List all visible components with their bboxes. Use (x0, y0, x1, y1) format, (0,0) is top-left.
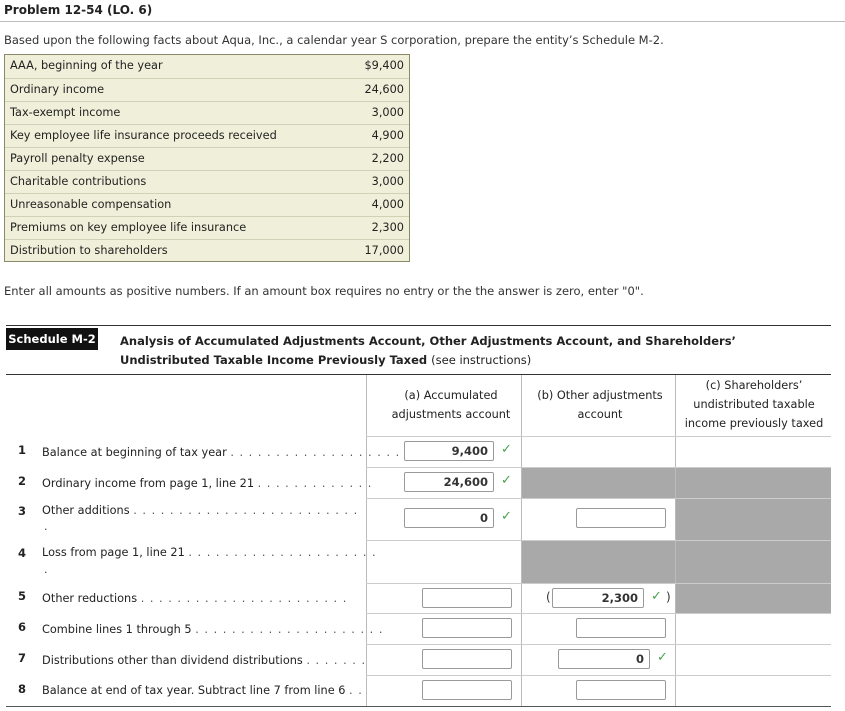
shaded-cell (522, 541, 675, 583)
facts-table (4, 54, 410, 262)
entry-instructions: Enter all amounts as positive numbers. If an amount box requires no entry or the the answer is zero, enter "0". (4, 284, 644, 298)
fact-row (5, 147, 409, 170)
line5-other-adj-input[interactable]: 2,300 (552, 588, 644, 608)
fact-amount: 17,000 (364, 244, 404, 257)
schedule-bottom-rule (6, 706, 831, 707)
fact-row (5, 78, 409, 101)
line-text: Balance at end of tax year. Subtract line 7 from line 6 (42, 684, 346, 697)
leader-dots: . . . . . . . . . . . . . (257, 477, 373, 490)
fact-amount: $9,400 (364, 59, 404, 72)
fact-amount: 24,600 (364, 83, 404, 96)
fact-row (5, 239, 409, 262)
fact-row (5, 55, 409, 78)
line7-other-adj-input[interactable]: 0 (558, 649, 650, 669)
line-label (42, 504, 364, 517)
leader-dots: . . . . . . . . . . . . . . . . . . . . . . . . . (133, 504, 359, 517)
problem-title: Problem 12-54 (LO. 6) (4, 3, 153, 17)
schedule-badge: Schedule M-2 (6, 328, 98, 350)
line-label (42, 684, 364, 697)
leader-dots: . . . . . . . (306, 654, 367, 667)
fact-row (5, 193, 409, 216)
line-label (42, 592, 364, 605)
problem-intro: Based upon the following facts about Aqua, Inc., a calendar year S corporation, prepare the entity’s Schedule M-2. (4, 33, 664, 47)
line-text: Loss from page 1, line 21 (42, 546, 185, 559)
fact-amount: 3,000 (371, 106, 404, 119)
check-icon: ✓ (657, 650, 668, 665)
schedule-title (120, 332, 760, 370)
fact-amount: 3,000 (371, 175, 404, 188)
fact-label: Premiums on key employee life insurance (10, 221, 247, 234)
grid-line (366, 675, 831, 676)
fact-label: Payroll penalty expense (10, 152, 145, 165)
fact-row (5, 170, 409, 193)
line-text: Combine lines 1 through 5 (42, 623, 192, 636)
fact-label: Tax-exempt income (10, 106, 121, 119)
line-label (42, 477, 373, 490)
check-icon: ✓ (501, 509, 512, 524)
line3-aaa-input[interactable]: 0 (404, 508, 494, 528)
line-number: 4 (18, 546, 27, 560)
line8-aaa-input[interactable] (422, 680, 512, 700)
grid-line (366, 436, 831, 437)
fact-label: Distribution to shareholders (10, 244, 168, 257)
line8-other-adj-input[interactable] (576, 680, 666, 700)
fact-amount: 2,200 (371, 152, 404, 165)
check-icon: ✓ (651, 589, 662, 604)
line1-aaa-input[interactable]: 9,400 (404, 441, 494, 461)
top-divider (0, 21, 845, 22)
line-text: Balance at beginning of tax year (42, 446, 227, 459)
line-number: 6 (18, 620, 27, 634)
line-text: Other reductions (42, 592, 138, 605)
sub-dot: . (44, 520, 48, 533)
leader-dots: . . . . . . . . . . . . . . . . . . . . . . . (140, 592, 348, 605)
leader-dots: . . (349, 684, 363, 697)
line-text: Ordinary income from page 1, line 21 (42, 477, 255, 490)
fact-amount: 4,000 (371, 198, 404, 211)
grid-line (366, 583, 831, 584)
line-label (42, 654, 367, 667)
line3-other-adj-input[interactable] (576, 508, 666, 528)
close-paren: ) (666, 590, 671, 604)
column-header-a: (a) Accumulated adjustments account (391, 389, 511, 421)
column-header-c: (c) Shareholders’ undistributed taxable income previously taxed (684, 379, 824, 430)
schedule-title-text: Analysis of Accumulated Adjustments Account, Other Adjustments Account, and Shareholders’ Undistributed Taxable Income Previously Taxed (120, 334, 736, 367)
shaded-cell (522, 468, 675, 498)
leader-dots: . . . . . . . . . . . . . . . . . . . (230, 446, 401, 459)
check-icon: ✓ (501, 442, 512, 457)
line-number: 2 (18, 474, 27, 488)
open-paren: ( (546, 590, 551, 604)
line-number: 1 (18, 443, 27, 457)
grid-line (366, 644, 831, 645)
schedule-top-rule (6, 325, 831, 326)
line6-aaa-input[interactable] (422, 618, 512, 638)
grid-line (366, 467, 831, 468)
check-icon: ✓ (501, 473, 512, 488)
fact-label: Unreasonable compensation (10, 198, 172, 211)
line6-other-adj-input[interactable] (576, 618, 666, 638)
leader-dots: . . . . . . . . . . . . . . . . . . . . . (195, 623, 384, 636)
fact-row (5, 101, 409, 124)
column-header-b: (b) Other adjustments account (537, 389, 663, 421)
line-number: 5 (18, 589, 27, 603)
line-number: 8 (18, 682, 27, 696)
line5-aaa-input[interactable] (422, 588, 512, 608)
line-label (42, 446, 401, 459)
grid-line (366, 498, 831, 499)
schedule-header-rule (6, 374, 831, 375)
schedule-title-note: (see instructions) (431, 353, 532, 367)
leader-dots: . . . . . . . . . . . . . . . . . . . . . (188, 546, 377, 559)
line-label (42, 623, 384, 636)
fact-amount: 2,300 (371, 221, 404, 234)
line-text: Other additions (42, 504, 130, 517)
fact-amount: 4,900 (371, 129, 404, 142)
grid-line (366, 540, 831, 541)
line-text: Distributions other than dividend distributions (42, 654, 303, 667)
line-label (42, 546, 377, 559)
fact-row (5, 216, 409, 239)
fact-label: Ordinary income (10, 83, 105, 96)
line7-aaa-input[interactable] (422, 649, 512, 669)
fact-row (5, 124, 409, 147)
grid-line (366, 613, 831, 614)
fact-label: Key employee life insurance proceeds received (10, 129, 277, 142)
fact-label: AAA, beginning of the year (10, 59, 163, 72)
fact-label: Charitable contributions (10, 175, 147, 188)
line-number: 7 (18, 651, 27, 665)
line2-aaa-input[interactable]: 24,600 (404, 472, 494, 492)
line-number: 3 (18, 504, 27, 518)
sub-dot: . (44, 563, 48, 576)
